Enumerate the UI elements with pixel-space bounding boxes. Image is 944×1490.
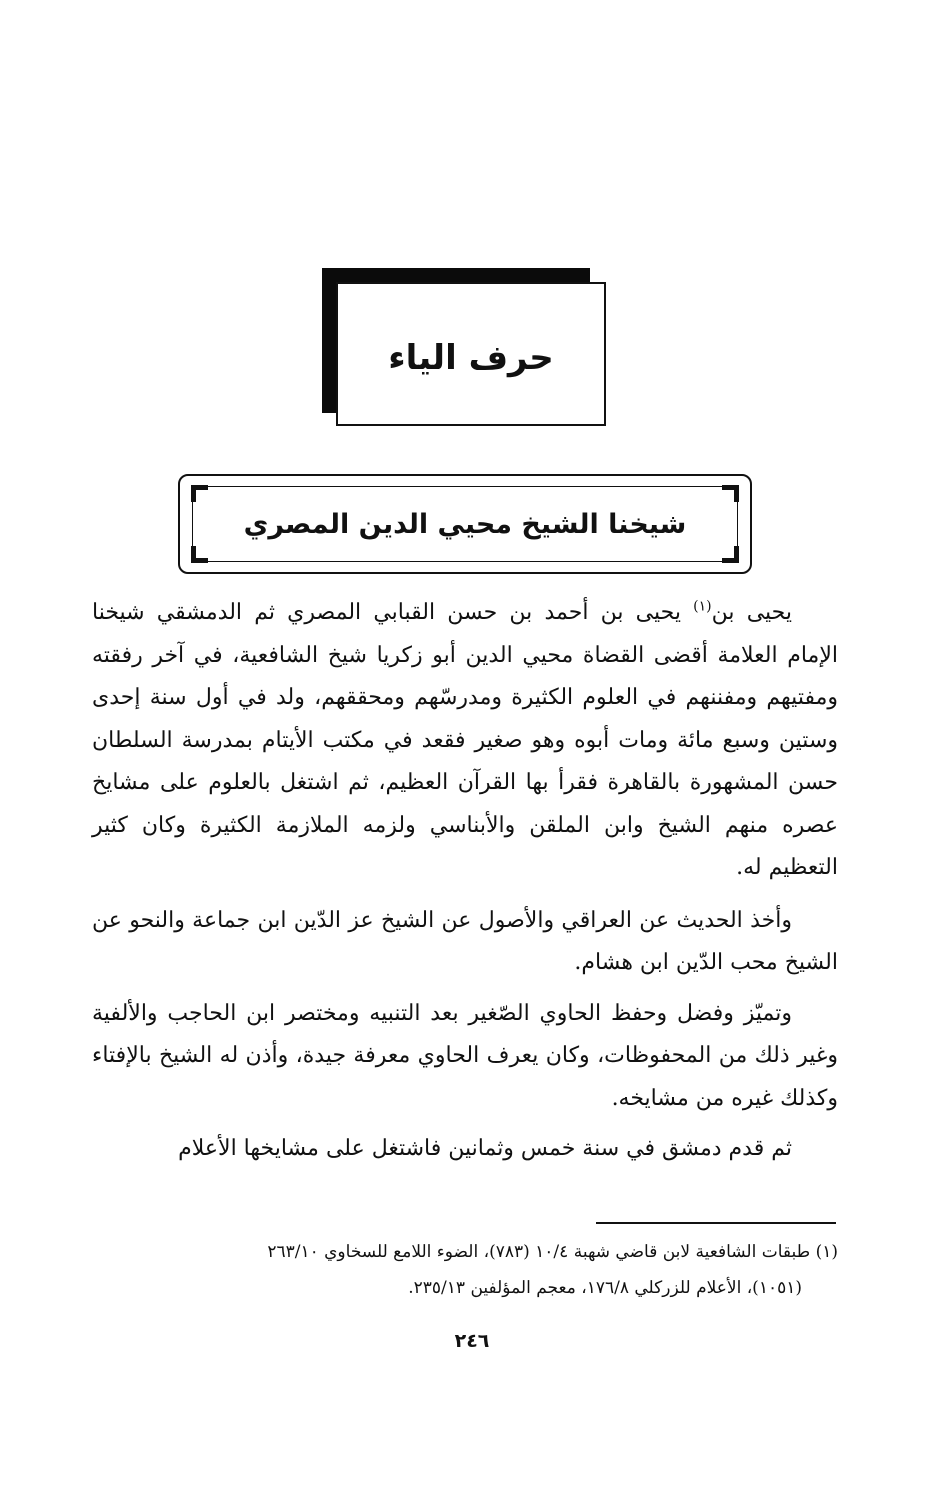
page-number: ٢٤٦: [454, 1330, 490, 1352]
footnote-separator: [596, 1222, 836, 1224]
paragraph-3: وتميّز وفضل وحفظ الحاوي الصّغير بعد التنبيه ومختصر ابن الحاجب والألفية وغير ذلك من المحفوظات، وكان يعرف الحاوي معرفة جيدة، وأذن له الشيخ بالإفتاء وكذلك غيره من مشايخه.: [92, 1000, 838, 1111]
chapter-title-box: [322, 268, 606, 428]
section-title: شيخنا الشيخ محيي الدين المصري: [243, 508, 687, 540]
body-text: [92, 592, 838, 1181]
frame-corner-ornament: [722, 546, 739, 563]
section-heading-inner: [192, 486, 738, 562]
footnote: [92, 1234, 838, 1306]
chapter-box-front: [336, 282, 606, 426]
frame-corner-ornament: [191, 485, 208, 502]
paragraph-4: ثم قدم دمشق في سنة خمس وثمانين فاشتغل على مشايخها الأعلام: [178, 1136, 792, 1161]
paragraph-1: [92, 592, 838, 890]
paragraph-1-rest: يحيى بن أحمد بن حسن القبابي المصري ثم الدمشقي شيخنا الإمام العلامة أقضى القضاة محيي الدين أبو زكريا شيخ الشافعية، في آخر رفقته ومفتيهم ومفننهم في العلوم الكثيرة ومدرسّهم ومحققهم، ولد في أول سنة إحدى وستين وسبع مائة ومات أبوه وهو صغير فقعد في مكتب الأيتام بمدرسة السلطان حسن المشهورة بالقاهرة فقرأ بها القرآن العظيم، ثم اشتغل بالعلوم على مشايخ عصره منهم الشيخ وابن الملقن والأبناسي ولزمه الملازمة الكثيرة وكان كثير التعظيم له.: [92, 600, 838, 880]
chapter-title: حرف الياء: [388, 338, 554, 378]
footnote-line-2: (١٠٥١)، الأعلام للزركلي ١٧٦/٨، معجم المؤلفين ٢٣٥/١٣.: [408, 1278, 802, 1298]
footnote-line-1: (١) طبقات الشافعية لابن قاضي شهبة ١٠/٤ (٧٨٣)، الضوء اللامع للسخاوي ٢٦٣/١٠: [267, 1242, 838, 1262]
paragraph-1-start: يحيى بن: [711, 600, 792, 625]
paragraph-2: وأخذ الحديث عن العراقي والأصول عن الشيخ عز الدّين ابن جماعة والنحو عن الشيخ محب الدّين ابن هشام.: [92, 907, 838, 975]
frame-corner-ornament: [191, 546, 208, 563]
frame-corner-ornament: [722, 485, 739, 502]
section-heading-frame: [178, 474, 752, 574]
footnote-marker: (١): [693, 598, 712, 615]
